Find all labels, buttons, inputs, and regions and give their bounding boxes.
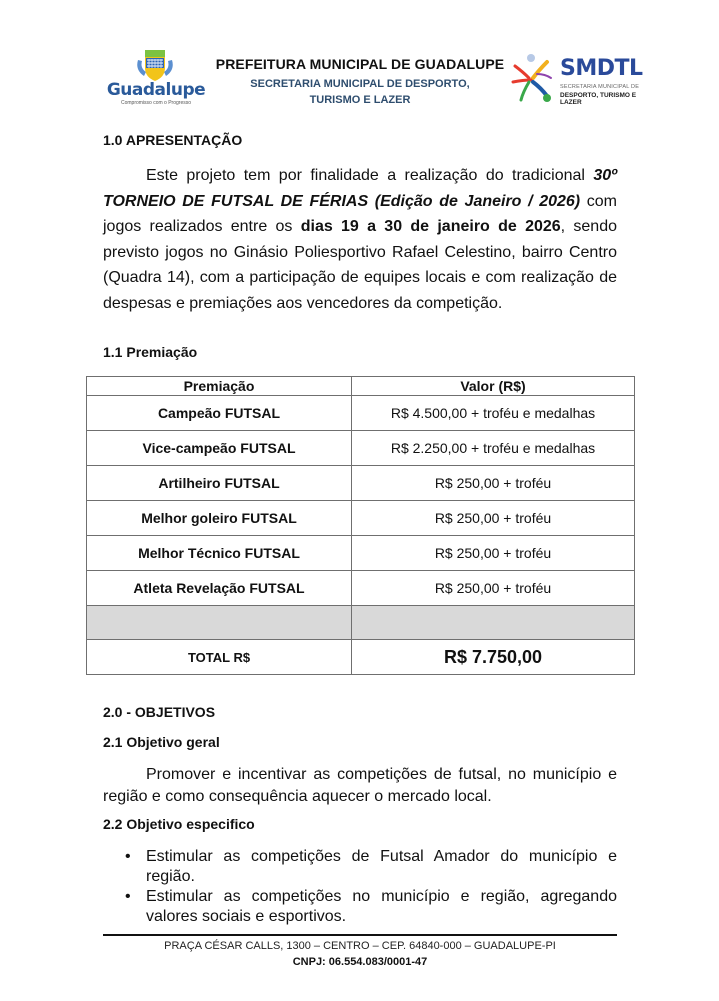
- value-cell: R$ 250,00 + troféu: [352, 536, 635, 571]
- award-cell: Artilheiro FUTSAL: [87, 466, 352, 501]
- list-item-text: Estimular as competições de Futsal Amador do município e região.: [146, 848, 617, 885]
- total-row: [87, 640, 635, 675]
- award-cell: Vice-campeão FUTSAL: [87, 431, 352, 466]
- intro-text-3: , sendo previsto jogos no Ginásio Poliesportivo Rafael Celestino, bairro Centro (Quadra 14), com a participação de equipes locais e com realização de despesas e premiações aos vencedores da competição.: [103, 218, 618, 312]
- smdtl-acronym: SMDTL: [560, 56, 643, 81]
- empty-shaded-row: [87, 606, 635, 640]
- section-title-objetivos: 2.0 - OBJETIVOS: [103, 704, 216, 720]
- tournament-dates: dias 19 a 30 de janeiro de 2026: [300, 218, 561, 235]
- table-header-row: [87, 377, 635, 396]
- footer-address: PRAÇA CÉSAR CALLS, 1300 – CENTRO – CEP. 64840-000 – GUADALUPE-PI: [164, 940, 556, 952]
- intro-text-1: Este projeto tem por finalidade a realização do tradicional: [146, 167, 594, 184]
- crest-icon: [134, 48, 176, 82]
- smdtl-subtitle-2: DESPORTO, TURISMO E LAZER: [560, 92, 637, 106]
- table-row: [87, 536, 635, 571]
- logo-tagline: Compromisso com o Progresso: [120, 100, 192, 106]
- smdtl-logo: [507, 50, 657, 110]
- guadalupe-logo: [104, 42, 208, 108]
- table-row: [87, 431, 635, 466]
- smdtl-subtitle-1: SECRETARIA MUNICIPAL DE: [560, 84, 640, 90]
- list-item: [103, 847, 617, 887]
- list-item: [103, 887, 617, 927]
- logo-city-name: Guadalupe: [106, 80, 206, 100]
- award-cell: Melhor goleiro FUTSAL: [87, 501, 352, 536]
- bullet-icon: •: [125, 888, 131, 905]
- value-cell: R$ 4.500,00 + troféu e medalhas: [352, 396, 635, 431]
- award-cell: Melhor Técnico FUTSAL: [87, 536, 352, 571]
- table-row: [87, 396, 635, 431]
- objetivo-geral-paragraph: Promover e incentivar as competições de futsal, no município e região e como consequência aquecer o mercado local.: [103, 766, 617, 805]
- header-titles: [210, 56, 510, 108]
- section-title-apresentacao: 1.0 APRESENTAÇÃO: [103, 132, 243, 148]
- value-cell: R$ 250,00 + troféu: [352, 501, 635, 536]
- objetivos-list: [103, 847, 617, 927]
- letterhead: [0, 0, 719, 120]
- prize-table: [86, 376, 635, 675]
- award-cell: Campeão FUTSAL: [87, 396, 352, 431]
- column-header-award: Premiação: [87, 377, 352, 396]
- intro-text-2: com jogos realizados entre os: [103, 192, 617, 235]
- section-title-objetivo-geral: 2.1 Objetivo geral: [103, 734, 220, 750]
- tournament-name: 30º TORNEIO DE FUTSAL DE FÉRIAS (Edição de Janeiro / 2026): [103, 167, 617, 210]
- section-title-objetivo-especifico: 2.2 Objetivo especifico: [103, 816, 255, 832]
- column-header-value: Valor (R$): [352, 377, 635, 396]
- value-cell: R$ 2.250,00 + troféu e medalhas: [352, 431, 635, 466]
- footer-divider: [103, 934, 617, 936]
- total-label: TOTAL R$: [87, 640, 352, 675]
- total-value: R$ 7.750,00: [352, 640, 635, 675]
- award-cell: Atleta Revelação FUTSAL: [87, 571, 352, 606]
- list-item-text: Estimular as competições no município e região, agregando valores sociais e esportivos.: [146, 888, 617, 925]
- star-athlete-icon: [507, 52, 557, 104]
- table-row: [87, 571, 635, 606]
- value-cell: R$ 250,00 + troféu: [352, 571, 635, 606]
- section-title-premiacao: 1.1 Premiação: [103, 344, 198, 360]
- header-subtitle-1: SECRETARIA MUNICIPAL DE DESPORTO,: [250, 78, 470, 90]
- intro-paragraph: [103, 163, 617, 316]
- table-row: [87, 501, 635, 536]
- value-cell: R$ 250,00 + troféu: [352, 466, 635, 501]
- footer-cnpj: CNPJ: 06.554.083/0001-47: [292, 956, 428, 968]
- empty-cell: [87, 606, 352, 640]
- empty-cell: [352, 606, 635, 640]
- table-row: [87, 466, 635, 501]
- bullet-icon: •: [125, 848, 131, 865]
- header-subtitle-2: TURISMO E LAZER: [309, 94, 411, 106]
- header-title: PREFEITURA MUNICIPAL DE GUADALUPE: [215, 56, 505, 72]
